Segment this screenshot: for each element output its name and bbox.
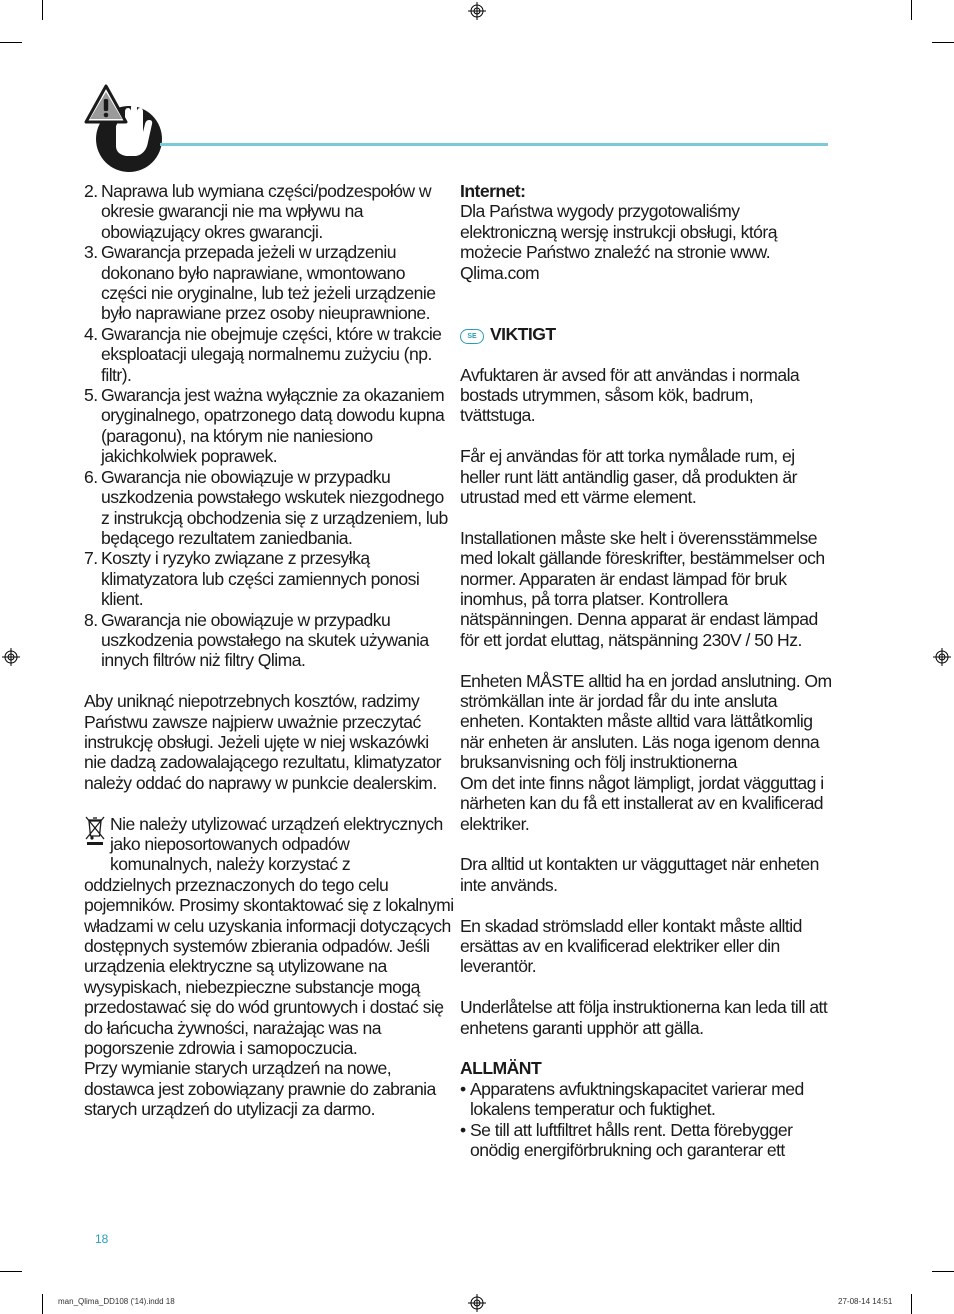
bullet-text: Apparatens avfuktningskapacitet varierar med lokalens temperatur och fuktighet. — [470, 1078, 804, 1120]
weee-lead-text: Nie należy utylizować urządzeń elektrycznych jako nieposortowanych odpadów komunalnych, należy korzystać z — [110, 813, 443, 875]
item-number: 8. — [84, 609, 98, 630]
replacement-paragraph: Przy wymianie starych urządzeń na nowe, dostawca jest zobowiązany prawnie do zabrania starych urządzeń do utylizacji za darmo. — [84, 1058, 436, 1120]
weee-notice — [84, 814, 454, 1059]
registration-mark-icon — [933, 648, 951, 666]
advice-paragraph: Aby uniknąć niepotrzebnych kosztów, radzimy Państwu zawsze najpierw uważnie przeczytać instrukcję obsługi. Jeżeli ujęte w niej wskazówki nie dadzą zadowalającego rezultatu, klimatyzator należy oddać do naprawy w punkcie dealerskim. — [84, 691, 441, 793]
paragraph-warranty: Underlåtelse att följa instruktionerna kan leda till att enhetens garanti upphör att gälla. — [460, 997, 828, 1038]
left-column — [84, 181, 454, 1120]
warning-hand-icon — [82, 84, 168, 174]
list-item — [84, 548, 454, 609]
item-text: Gwarancja nie obowiązuje w przypadku uszkodzenia powstałego na skutek używania innych filtrów niż filtry Qlima. — [101, 609, 429, 671]
crop-mark — [0, 42, 22, 43]
crop-mark — [0, 1271, 22, 1272]
internet-heading: Internet: — [460, 181, 526, 201]
list-item — [84, 242, 454, 324]
list-item — [84, 181, 454, 242]
crop-mark — [932, 1271, 954, 1272]
viktigt-heading — [460, 324, 832, 344]
item-text: Koszty i ryzyko związane z przesyłką klimatyzatora lub części zamiennych ponosi klient. — [101, 548, 420, 610]
bullet-text: Se till att luftfiltret hålls rent. Detta förebygger onödig energiförbrukning och garanterar ett — [470, 1119, 793, 1160]
list-item — [84, 610, 454, 671]
crop-mark — [42, 0, 43, 20]
paragraph-cord: En skadad strömsladd eller kontakt måste alltid ersättas av en kvalificerad elektriker eller din leverantör. — [460, 915, 802, 977]
item-number: 5. — [84, 385, 98, 406]
bullet-item: • Apparatens avfuktningskapacitet varierar med lokalens temperatur och fuktighet. — [460, 1079, 832, 1120]
allmant-heading: ALLMÄNT — [460, 1058, 542, 1079]
viktigt-title: VIKTIGT — [490, 323, 556, 344]
item-number: 3. — [84, 242, 98, 263]
item-text: Gwarancja jest ważna wyłącznie za okazaniem oryginalnego, opatrzonego datą dowodu kupna (paragonu), na którym nie naniesiono jakichkolwiek poprawek. — [101, 385, 445, 467]
footer-timestamp: 27-08-14 14:51 — [838, 1297, 893, 1306]
item-number: 4. — [84, 323, 98, 344]
footer-filename: man_Qlima_DD108 ('14).indd 18 — [58, 1297, 175, 1306]
weee-bin-icon — [84, 814, 106, 846]
item-text: Gwarancja przepada jeżeli w urządzeniu dokonano było naprawiane, wmontowano części nie oryginalne, lub też jeżeli urządzenie było naprawiane przez osoby nieuprawnione. — [101, 242, 436, 324]
registration-mark-icon — [468, 2, 486, 20]
crop-mark — [911, 0, 912, 20]
paragraph-painted-rooms: Får ej användas för att torka nymålade rum, ej heller runt lätt antändlig gaser, då produkten är utrustad med ett värme element. — [460, 446, 797, 508]
item-number: 7. — [84, 548, 98, 569]
paragraph-installation: Installationen måste ske helt i överensstämmelse med lokalt gällande föreskrifter, bestämmelser och normer. Apparaten är endast lämpad för bruk inomhus, på torra platser. Kontrollera nätspänningen. Denna apparat är endast lämpad för ett jordat eluttag, nätspänning 230V / 50 Hz. — [460, 527, 825, 650]
list-item — [84, 385, 454, 467]
registration-mark-icon — [468, 1294, 486, 1312]
item-text: Gwarancja nie obejmuje części, które w trakcie eksploatacji ulegają normalnemu zużyciu (np. filtr). — [101, 323, 442, 385]
bullet-item: • Se till att luftfiltret hålls rent. Detta förebygger onödig energiförbrukning och garanterar ett — [460, 1120, 832, 1161]
right-column — [460, 181, 832, 1160]
item-text: Gwarancja nie obowiązuje w przypadku uszkodzenia powstałego wskutek niezgodnego z instrukcją obchodzenia się z urządzeniem, lub będącego rezultatem zaniedbania. — [101, 466, 448, 548]
crop-mark — [911, 1294, 912, 1314]
item-text: Naprawa lub wymiana części/podzespołów w okresie gwarancji nie ma wpływu na obowiązujący okres gwarancji. — [101, 181, 432, 242]
registration-mark-icon — [2, 648, 20, 666]
page-number: 18 — [95, 1232, 109, 1246]
item-number: 6. — [84, 466, 98, 487]
list-item — [84, 467, 454, 549]
crop-mark — [932, 42, 954, 43]
crop-mark — [42, 1294, 43, 1314]
paragraph-electrician: Om det inte finns något lämpligt, jordat vägguttag i närheten kan du få ett installerat av en kvalificerad elektriker. — [460, 772, 824, 834]
item-number: 2. — [84, 181, 98, 201]
weee-body-text: oddzielnych przeznaczonych do tego celu pojemników. Prosimy skontaktować się z lokalnymi władzami w celu uzyskania informacji dotyczących dostępnych systemów zbierania odpadów. Jeśli urządzenia elektryczne są utylizowane na wysypiskach, niebezpieczne substancje mogą przedostawać się do wód gruntowych i dostać się do łańcucha żywności, narażając was na pogorszenie zdrowia i samopoczucia. — [84, 874, 454, 1059]
list-item — [84, 324, 454, 385]
language-badge-se: SE — [460, 329, 484, 344]
paragraph-usage: Avfuktaren är avsed för att användas i normala bostads utrymmen, såsom kök, badrum, tvättstuga. — [460, 364, 800, 426]
paragraph-unplug: Dra alltid ut kontakten ur vägguttaget när enheten inte används. — [460, 854, 819, 895]
header-rule — [160, 143, 828, 146]
paragraph-grounding: Enheten MÅSTE alltid ha en jordad anslutning. Om strömkällan inte är jordad får du inte ansluta enheten. Kontakten måste alltid vara lättåtkomlig när enheten är ansluten. Läs noga igenom denna bruksanvisning och följ instruktionerna — [460, 670, 832, 773]
internet-text: Dla Państwa wygody przygotowaliśmy elektroniczną wersję instrukcji obsługi, którą możecie Państwo znaleźć na stronie www. Qlima.com — [460, 201, 777, 283]
